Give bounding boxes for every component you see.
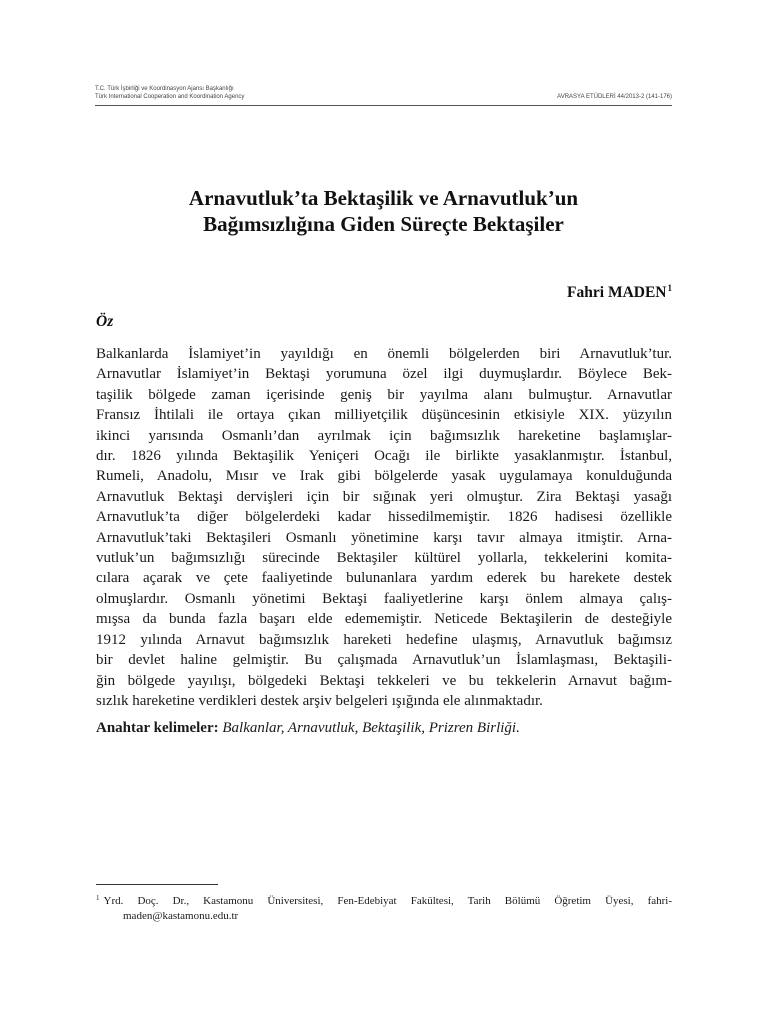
abstract-line: mışsa da bunda fazla başarı elde edememiştir. Neticede Bektaşilerin de desteğiyle bbox=[96, 611, 672, 628]
author-footnote-mark[interactable]: 1 bbox=[667, 283, 672, 293]
title-line-2: Bağımsızlığına Giden Süreçte Bektaşiler bbox=[203, 212, 564, 236]
header-rule bbox=[95, 105, 672, 106]
abstract-line: Arnavutluk’taki Bektaşileri Osmanlı yönetimine karşı tavır almaya itmiştir. Arna- bbox=[96, 529, 672, 546]
author-name bbox=[567, 283, 672, 302]
footnote-line-1 bbox=[96, 891, 672, 909]
footnote-mark: 1 bbox=[96, 894, 100, 902]
abstract-line: Fransız İhtilali ile ortaya çıkan milliyetçilik düşüncesinin etkisiyle XIX. yüzyılın bbox=[96, 407, 672, 424]
abstract-line: Rumeli, Anadolu, Mısır ve Irak gibi bölgelerde yasak uygulamaya konulduğunda bbox=[96, 468, 672, 485]
author-name-text: Fahri MADEN bbox=[567, 284, 667, 301]
abstract-line: ğin bölgede yayılışı, bölgedeki Bektaşi tekkeleri ve bu tekkelerin Arnavut bağım- bbox=[96, 672, 672, 689]
abstract-line: Arnavutlar İslamiyet’in Bektaşi yorumuna özel ilgi duymuşlardır. Böylece Bek- bbox=[96, 366, 672, 383]
abstract-line: ikinci yarısında Osmanlı’dan ayrılmak için bağımsızlık hareketine başlamışlar- bbox=[96, 427, 672, 444]
publisher-info bbox=[95, 86, 244, 101]
abstract-line: taşilik bölgede zaman içerisinde geniş bir yayılma alanı bulmuştur. Arnavutlar bbox=[96, 386, 672, 403]
abstract-line: 1912 yılında Arnavut bağımsızlık hareketi hedefine ulaşmış, Arnavutluk bağımsız bbox=[96, 631, 672, 648]
abstract-line: vutluk’un bağımsızlığı sürecinde Bektaşiler kültürel yollarla, tekkelerini komita- bbox=[96, 550, 672, 567]
running-header bbox=[95, 86, 672, 104]
abstract-line: olmuşlardır. Osmanlı yönetimi Bektaşi faaliyetlerine karşı önlem almaya çalış- bbox=[96, 590, 672, 607]
abstract-line: Arnavutluk’ta diğer bölgelerdeki kadar hissedilmemiştir. 1826 hadisesi özellikle bbox=[96, 509, 672, 526]
abstract-line: bir devlet haline gelmiştir. Bu çalışmada Arnavutluk’un İslamlaşması, Bektaşili- bbox=[96, 652, 672, 669]
footnote bbox=[96, 891, 672, 924]
footnote-text: Yrd. Doç. Dr., Kastamonu Üniversitesi, Fen-Edebiyat Fakültesi, Tarih Bölümü Öğretim Üyesi, fahri- bbox=[103, 895, 672, 907]
abstract-line: Balkanlarda İslamiyet’in yayıldığı en önemli bölgelerden biri Arnavutluk’tur. bbox=[96, 346, 672, 362]
publisher-line-english: Türk International Cooperation and Koordination Agency bbox=[95, 93, 245, 100]
title-line-1: Arnavutluk’ta Bektaşilik ve Arnavutluk’un bbox=[188, 186, 579, 210]
abstract-line: sızlık hareketine verdikleri destek arşiv belgeleri ışığında ele alınmaktadır. bbox=[96, 692, 543, 709]
abstract-heading: Öz bbox=[96, 313, 114, 330]
journal-citation: AVRASYA ETÜDLERİ 44/2013-2 (141-176) bbox=[557, 94, 672, 100]
keywords-values: Balkanlar, Arnavutluk, Bektaşilik, Prizren Birliği. bbox=[222, 720, 520, 736]
footnote-rule bbox=[96, 884, 218, 885]
abstract-body bbox=[96, 344, 672, 711]
footnote-email[interactable]: maden@kastamonu.edu.tr bbox=[123, 910, 239, 922]
article-title bbox=[95, 185, 672, 237]
abstract-line: cılara açarak ve çete faaliyetinde bulunanlara yardım ederek bu harekete destek bbox=[96, 570, 672, 587]
keywords-label: Anahtar kelimeler: bbox=[96, 720, 219, 736]
publisher-line-turkish: T.C. Türk İşbirliği ve Koordinasyon Ajansı Başkanlığı bbox=[95, 86, 234, 92]
abstract-line: dır. 1826 yılında Bektaşilik Yeniçeri Ocağı ile birlikte yasaklanmıştır. İstanbul, bbox=[96, 448, 672, 465]
keywords bbox=[96, 720, 520, 737]
abstract-line: Arnavutluk Bektaşi dervişleri için bir sığınak yeri olmuştur. Zira Bektaşi yasağı bbox=[96, 488, 672, 505]
